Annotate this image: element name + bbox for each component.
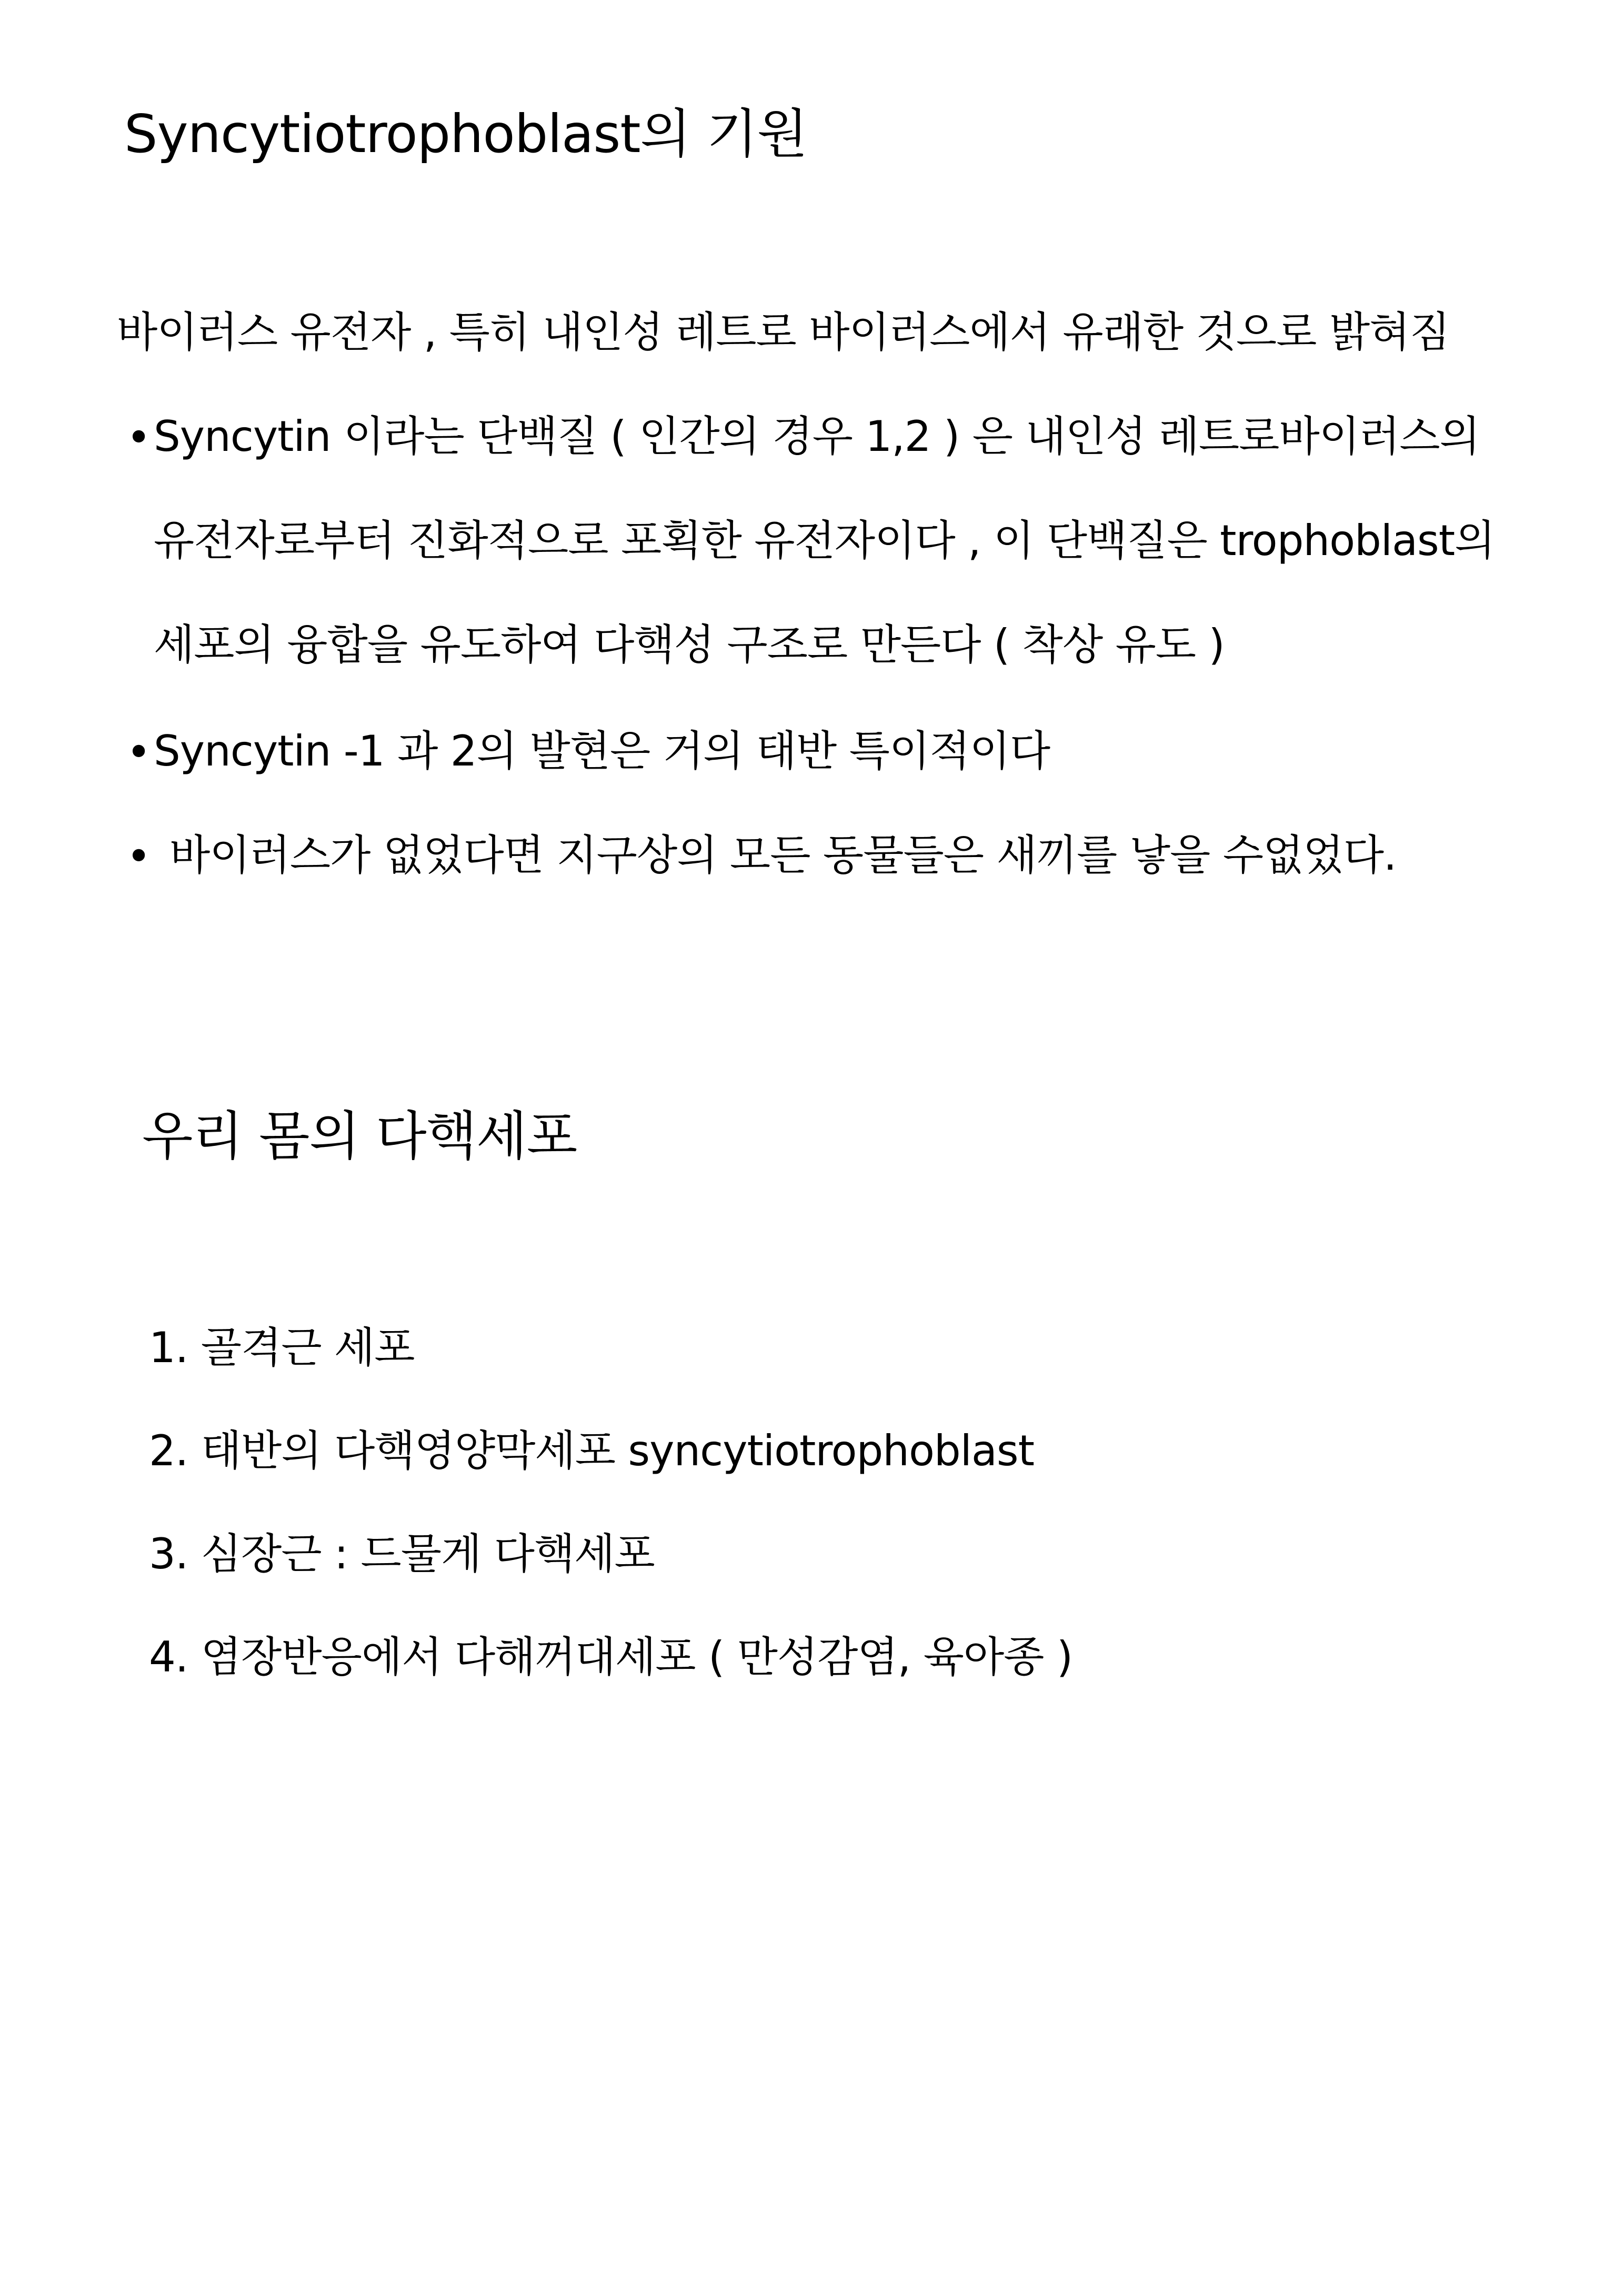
bullet-1-line-3: 세포의 융합을 유도하여 다핵성 구조로 만든다 ( 착상 유도 ) — [154, 620, 1225, 669]
bullet-marker: • — [126, 832, 152, 881]
bullet-marker: • — [126, 413, 152, 462]
intro-text: 바이러스 유전자 , 특히 내인성 레트로 바이러스에서 유래한 것으로 밝혀짐 — [117, 308, 1450, 357]
section-title-syncytiotrophoblast-origin: Syncytiotrophoblast의 기원 — [124, 103, 808, 165]
section-title-multinucleated-cells: 우리 몸의 다핵세포 — [142, 1105, 577, 1167]
bullet-1-line-1: Syncytin 이라는 단백질 ( 인간의 경우 1,2 ) 은 내인성 레트로바이러스의 — [154, 412, 1480, 461]
list-item-4: 4. 염장반응에서 다해꺼대세포 ( 만성감염, 육아종 ) — [149, 1633, 1073, 1681]
bullet-3-line-1: 바이러스가 없었다면 지구상의 모든 동물들은 새끼를 낳을 수없었다. — [169, 831, 1397, 880]
list-item-2: 2. 태반의 다핵영양막세포 syncytiotrophoblast — [149, 1426, 1034, 1475]
list-item-3: 3. 심장근 : 드물게 다핵세포 — [149, 1529, 655, 1578]
bullet-1-line-2: 유전자로부터 진화적으로 포획한 유전자이다 , 이 단백질은 trophoblast의 — [154, 516, 1495, 565]
bullet-2-line-1: Syncytin -1 과 2의 발현은 거의 태반 특이적이다 — [154, 727, 1050, 776]
list-item-1: 1. 골격근 세포 — [149, 1323, 415, 1372]
bullet-marker: • — [126, 728, 152, 777]
